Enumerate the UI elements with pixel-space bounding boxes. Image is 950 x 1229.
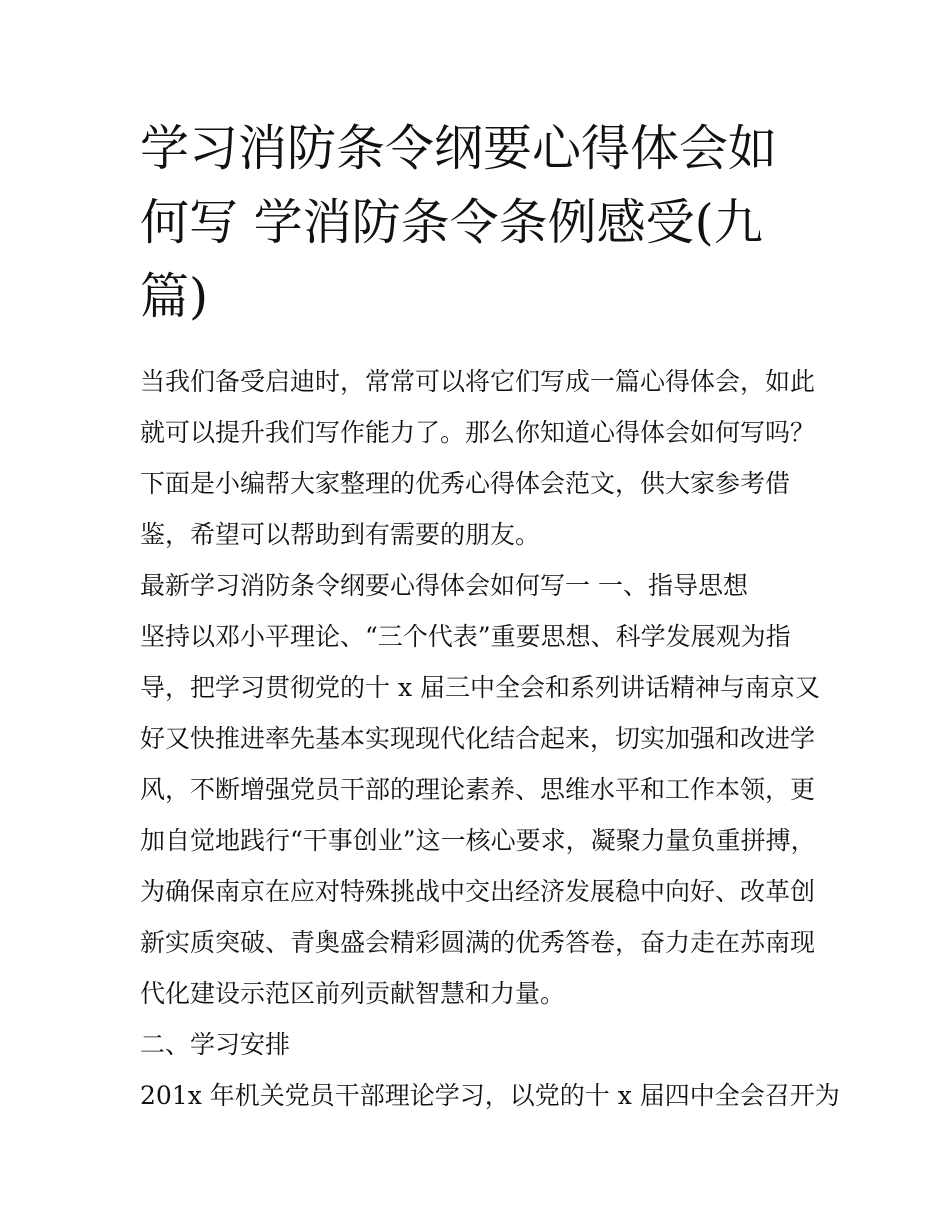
body-line: 加自觉地践行“干事创业”这一核心要求，凝聚力量负重拼搏，	[140, 826, 816, 855]
body-line: 201x 年机关党员干部理论学习，以党的十 x 届四中全会召开为	[140, 1081, 840, 1110]
body-line: 当我们备受启迪时，常常可以将它们写成一篇心得体会，如此	[140, 367, 816, 396]
body-line: 代化建设示范区前列贡献智慧和力量。	[140, 979, 566, 1008]
body-line: 坚持以邓小平理论、“三个代表”重要思想、科学发展观为指	[140, 622, 791, 651]
body-line: 为确保南京在应对特殊挑战中交出经济发展稳中向好、改革创	[140, 877, 816, 906]
body-line: 新实质突破、青奥盛会精彩圆满的优秀答卷，奋力走在苏南现	[140, 928, 816, 957]
body-line: 风，不断增强党员干部的理论素养、思维水平和工作本领，更	[140, 775, 816, 804]
body-line: 好又快推进率先基本实现现代化结合起来，切实加强和改进学	[140, 724, 816, 753]
document-page	[140, 112, 840, 1121]
section-heading-line: 二、学习安排	[140, 1030, 291, 1059]
document-title: 学习消防条令纲要心得体会如何写 学消防条令条例感受(九篇)	[140, 120, 778, 325]
section-heading-line: 最新学习消防条令纲要心得体会如何写一 一、指导思想	[140, 571, 748, 600]
body-line: 下面是小编帮大家整理的优秀心得体会范文，供大家参考借	[140, 469, 791, 498]
body-line: 鉴，希望可以帮助到有需要的朋友。	[140, 520, 541, 549]
document-body	[140, 356, 840, 1121]
body-line: 导，把学习贯彻党的十 x 届三中全会和系列讲话精神与南京又	[140, 673, 820, 702]
body-line: 就可以提升我们写作能力了。那么你知道心得体会如何写吗？	[140, 418, 816, 447]
